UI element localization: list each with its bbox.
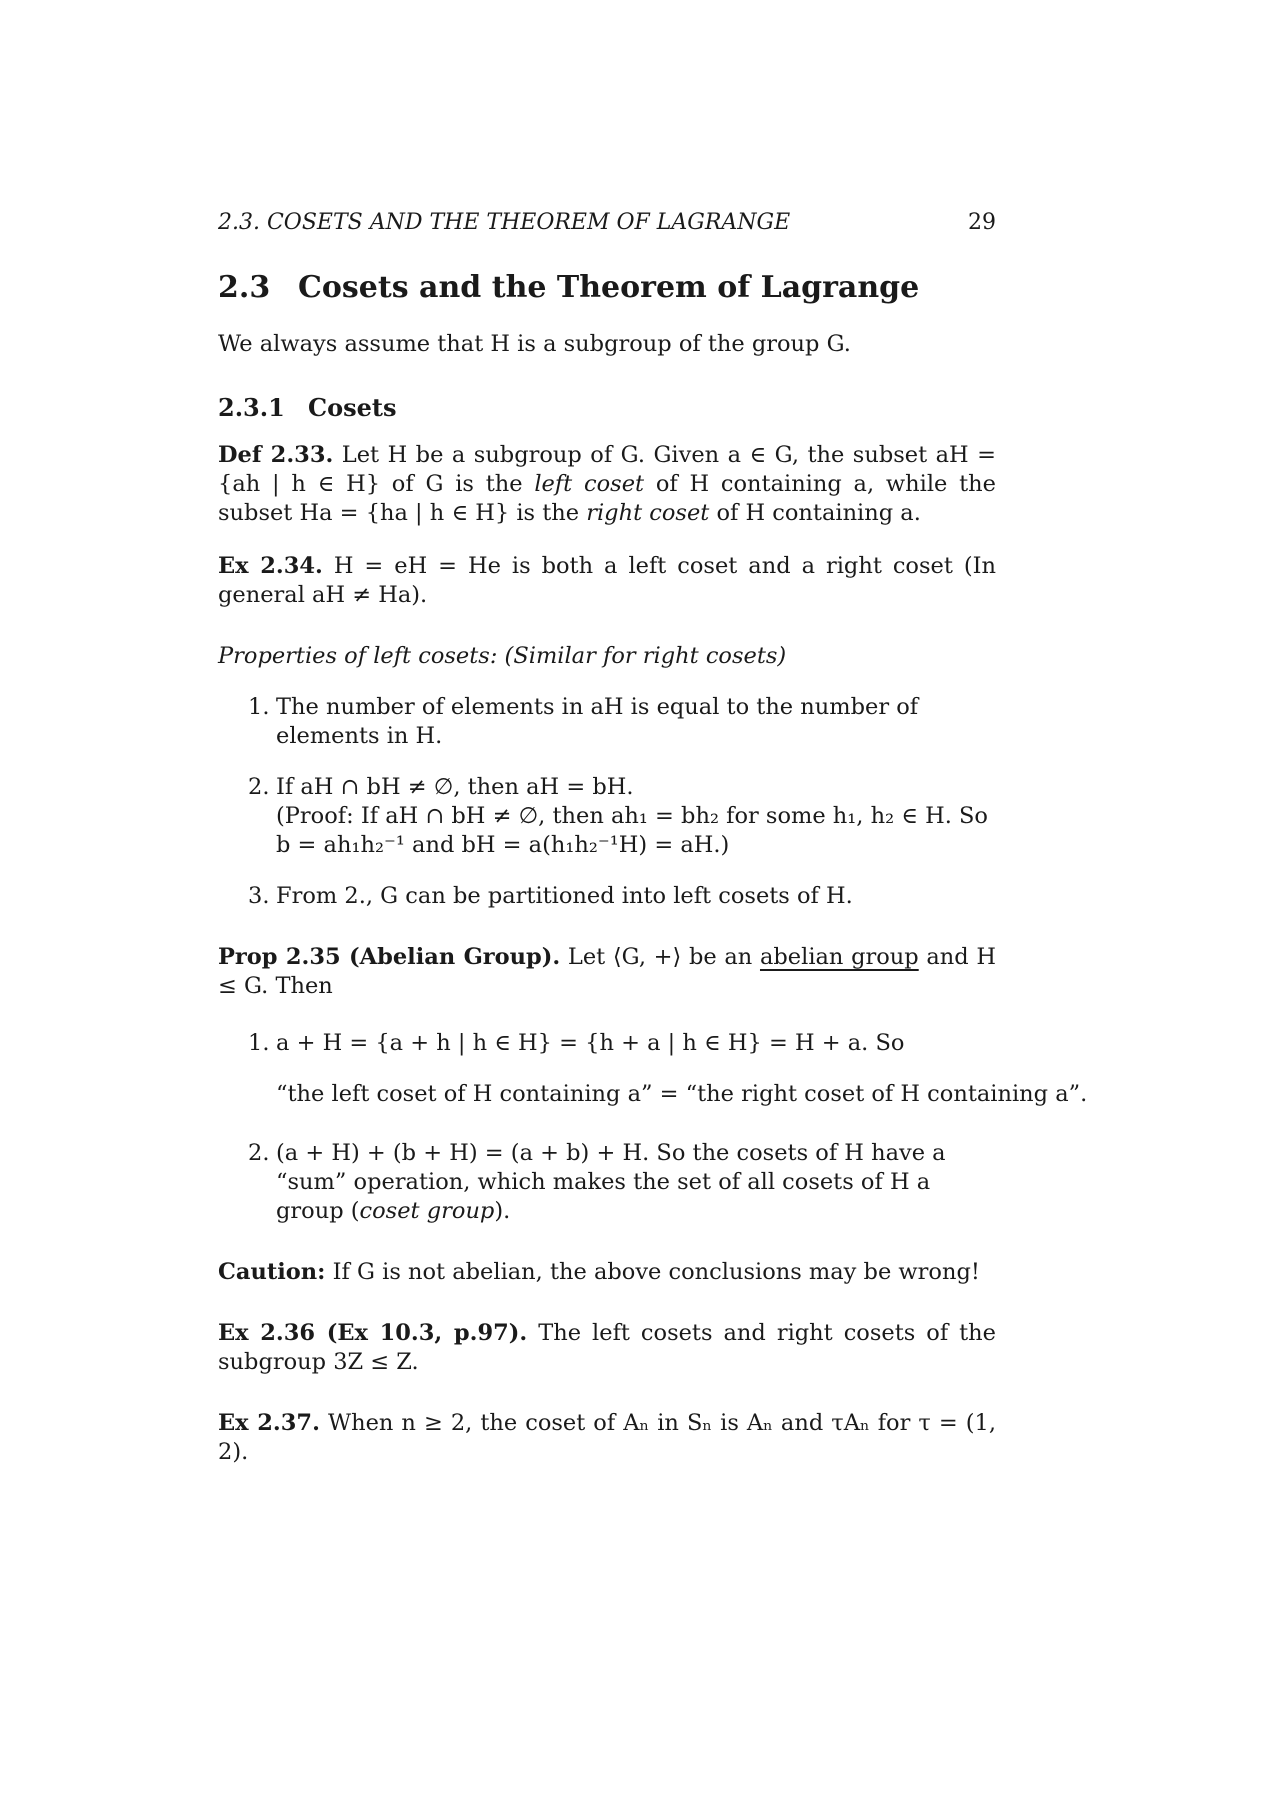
section-title: Cosets and the Theorem of Lagrange xyxy=(298,270,920,305)
proposition-text-1: Let ⟨G, +⟩ be an xyxy=(567,944,760,970)
item-text: a + H = {a + h | h ∈ H} = {h + a | h ∈ H} = H + a. So xyxy=(276,1030,905,1056)
example-2-34 xyxy=(218,552,996,610)
section-heading xyxy=(218,270,996,306)
running-head xyxy=(218,208,996,242)
example-text: The left cosets and right cosets of the subgroup 3Z ≤ Z. xyxy=(218,1320,996,1375)
list-item xyxy=(218,1139,996,1226)
list-item xyxy=(218,773,996,860)
term-left-coset: left coset xyxy=(534,471,645,497)
proof-text: (Proof: If aH ∩ bH ≠ ∅, then ah₁ = bh₂ for some h₁, h₂ ∈ H. So b = ah₁h₂⁻¹ and bH = a(h₁h₂⁻¹H) = aH.) xyxy=(276,803,988,858)
list-item xyxy=(218,1029,1088,1109)
item-number: 1. xyxy=(248,694,270,720)
running-head-title: 2.3. COSETS AND THE THEOREM OF LAGRANGE xyxy=(218,210,791,235)
caution-paragraph xyxy=(218,1258,996,1287)
definition-text-3: of H containing a. xyxy=(709,500,921,526)
abelian-group-link: abelian group xyxy=(759,944,919,970)
example-label: Ex 2.34. xyxy=(218,553,323,579)
list-item xyxy=(218,882,996,911)
page-number: 29 xyxy=(968,210,996,235)
term-coset-group: coset group xyxy=(359,1198,495,1224)
definition-text-1: Let H be a subgroup of G. Given a ∈ G, the subset aH = {ah | h ∈ H} of G is the xyxy=(218,442,996,497)
subsection-number: 2.3.1 xyxy=(218,393,285,422)
term-right-coset: right coset xyxy=(586,500,710,526)
item-number: 2. xyxy=(248,774,270,800)
definition-2-33 xyxy=(218,441,996,528)
proposition-list xyxy=(218,1029,1088,1226)
definition-label: Def 2.33. xyxy=(218,442,334,468)
subsection-title: Cosets xyxy=(308,393,397,422)
proposition-2-35 xyxy=(218,943,996,1001)
proposition-text-2: and H ≤ G. Then xyxy=(218,944,996,999)
example-text: When n ≥ 2, the coset of Aₙ in Sₙ is Aₙ and τAₙ for τ = (1, 2). xyxy=(218,1410,997,1465)
item-number: 1. xyxy=(248,1030,270,1056)
caution-text: If G is not abelian, the above conclusions may be wrong! xyxy=(332,1259,980,1285)
item-number: 2. xyxy=(248,1140,270,1166)
properties-heading-text: Properties of left cosets: (Similar for right cosets) xyxy=(218,643,787,669)
item-text: The number of elements in aH is equal to the number of elements in H. xyxy=(276,694,919,749)
section-number: 2.3 xyxy=(218,270,271,305)
subsection-heading xyxy=(218,393,996,423)
intro-paragraph: We always assume that H is a subgroup of the group G. xyxy=(218,331,851,357)
item-text: From 2., G can be partitioned into left cosets of H. xyxy=(276,883,853,909)
coset-equality-quote: “the left coset of H containing a” = “the right coset of H containing a”. xyxy=(276,1081,1088,1107)
item-number: 3. xyxy=(248,883,270,909)
example-text: H = eH = He is both a left coset and a right coset (In general aH ≠ Ha). xyxy=(218,553,997,608)
example-2-36 xyxy=(218,1319,996,1377)
proposition-label: Prop 2.35 (Abelian Group). xyxy=(218,944,561,970)
properties-heading xyxy=(218,642,996,671)
list-item xyxy=(218,693,996,751)
item-text: If aH ∩ bH ≠ ∅, then aH = bH. xyxy=(276,774,634,800)
item-tail: ). xyxy=(494,1198,511,1224)
example-2-37 xyxy=(218,1409,996,1467)
definition-text-2: of H containing a, while the subset Ha = {ha | h ∈ H} is the xyxy=(218,471,996,526)
item-text: (a + H) + (b + H) = (a + b) + H. So the cosets of H have a “sum” operation, which makes the set of all cosets of H a group ( xyxy=(276,1140,946,1224)
example-label: Ex 2.36 (Ex 10.3, p.97). xyxy=(218,1320,528,1346)
page xyxy=(218,208,1088,1467)
caution-label: Caution: xyxy=(218,1259,326,1285)
example-label: Ex 2.37. xyxy=(218,1410,320,1436)
properties-list xyxy=(218,693,996,911)
